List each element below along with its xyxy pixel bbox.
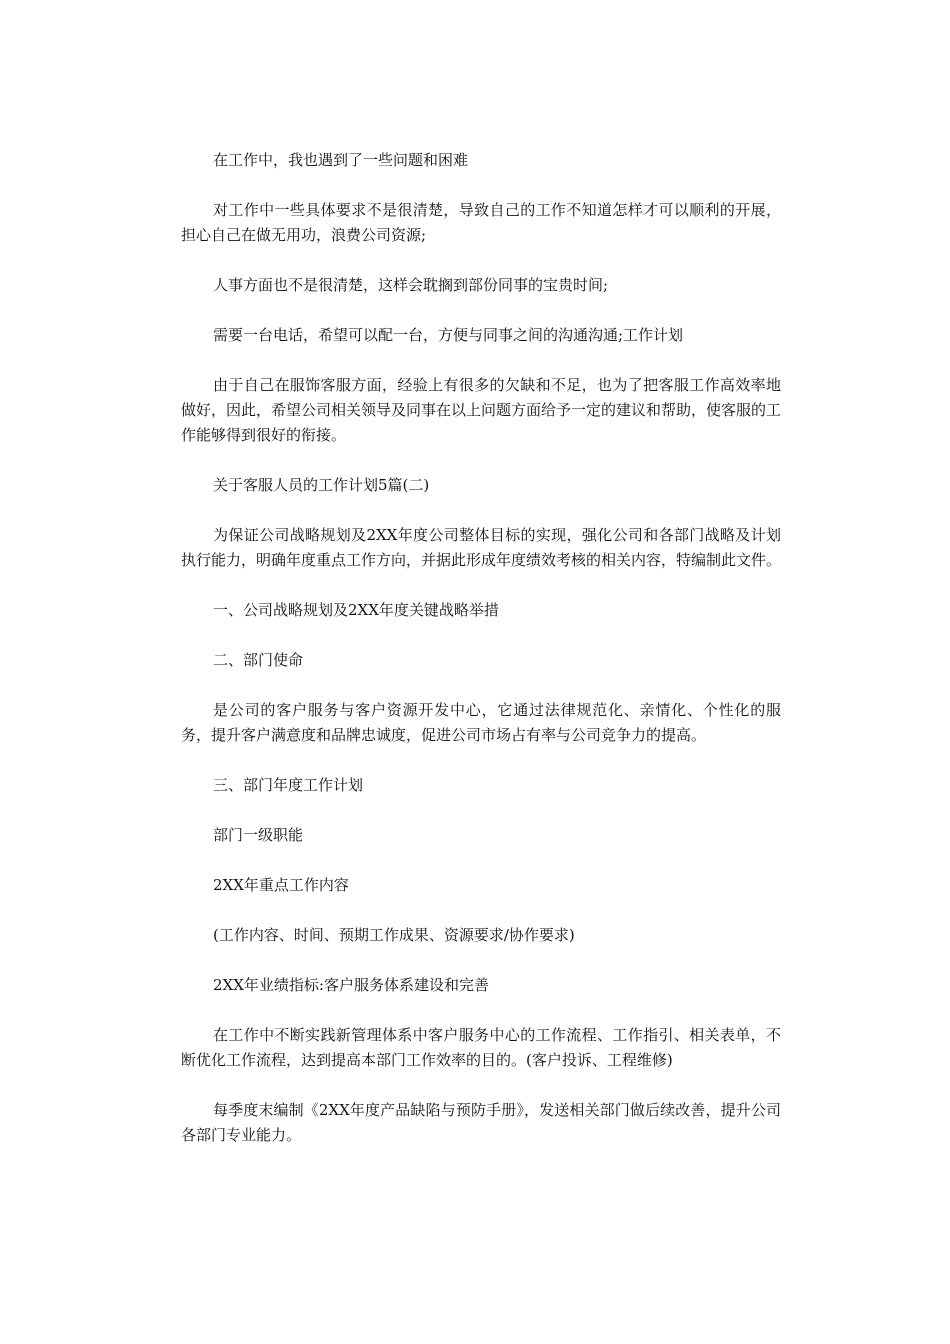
section-heading-plan-two: 关于客服人员的工作计划5篇(二) — [213, 476, 430, 494]
heading-primary-functions: 部门一级职能 — [213, 826, 304, 844]
heading-mission: 二、部门使命 — [213, 651, 304, 669]
paragraph-experience: 由于自己在服饰客服方面，经验上有很多的欠缺和不足，也为了把客服工作高效率地做好，因此，希望公司相关领导及同事在以上问题方面给予一定的建议和帮助，使客服的工作能够得到很好的衔接。 — [181, 376, 782, 444]
heading-strategy: 一、公司战略规划及2XX年度关键战略举措 — [213, 601, 499, 619]
paragraph-telephone: 需要一台电话，希望可以配一台，方便与同事之间的沟通沟通;工作计划 — [213, 326, 684, 344]
paragraph-purpose: 为保证公司战略规划及2XX年度公司整体目标的实现，强化公司和各部门战略及计划执行能力，明确年度重点工作方向，并据此形成年度绩效考核的相关内容，特编制此文件。 — [181, 526, 782, 569]
paragraph-workflow: 在工作中不断实践新管理体系中客户服务中心的工作流程、工作指引、相关表单，不断优化工作流程，达到提高本部门工作效率的目的。(客户投诉、工程维修) — [181, 1026, 781, 1069]
paragraph-quarterly-manual: 每季度末编制《2XX年度产品缺陷与预防手册》，发送相关部门做后续改善，提升公司各部门专业能力。 — [181, 1101, 781, 1144]
paragraph-work-columns: (工作内容、时间、预期工作成果、资源要求/协作要求) — [213, 926, 575, 944]
heading-key-work: 2XX年重点工作内容 — [213, 876, 349, 894]
paragraph-unclear-requirements: 对工作中一些具体要求不是很清楚，导致自己的工作不知道怎样才可以顺利的开展，担心自己在做无用功，浪费公司资源; — [181, 201, 781, 244]
paragraph-personnel: 人事方面也不是很清楚，这样会耽搁到部份同事的宝贵时间; — [213, 276, 609, 294]
paragraph-problems-intro: 在工作中，我也遇到了一些问题和困难 — [213, 151, 469, 169]
document-body — [181, 148, 781, 1173]
paragraph-mission: 是公司的客户服务与客户资源开发中心，它通过法律规范化、亲情化、个性化的服务，提升客户满意度和品牌忠诚度，促进公司市场占有率与公司竞争力的提高。 — [181, 701, 781, 744]
heading-performance-indicator: 2XX年业绩指标:客户服务体系建设和完善 — [213, 976, 489, 994]
heading-annual-plan: 三、部门年度工作计划 — [213, 776, 364, 794]
